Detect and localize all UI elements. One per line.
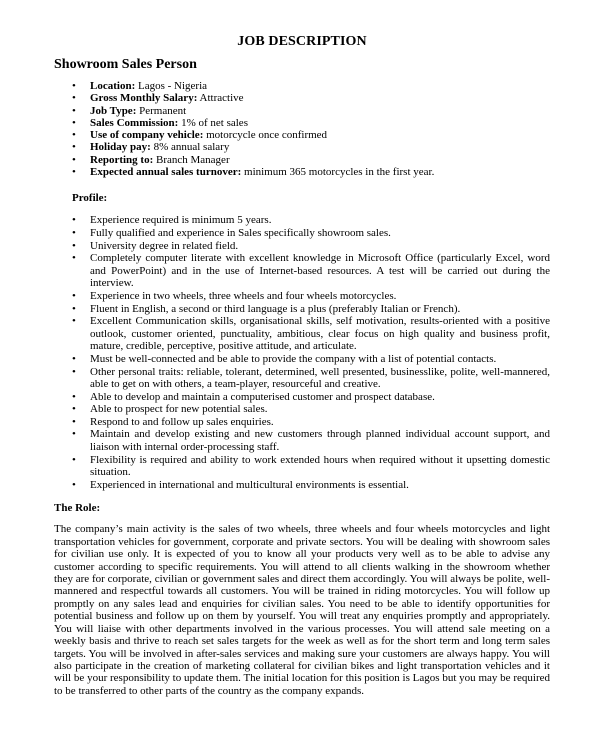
detail-salary: • Gross Monthly Salary: Attractive <box>54 92 550 104</box>
profile-item: • Maintain and develop existing and new customers through planned individual account support, and liaison with internal order-processing staff. <box>54 428 550 453</box>
detail-vehicle: • Use of company vehicle: motorcycle once confirmed <box>54 129 550 141</box>
detail-label: Location <box>90 80 132 92</box>
detail-label: Holiday pay <box>90 141 148 154</box>
profile-list <box>54 214 550 491</box>
profile-item: • Excellent Communication skills, organisational skills, self motivation, results-oriented with a positive outlook, customer oriented, punctuality, ambitious, clear focus on high quality and business profit, mature, credible, perceptive, positive attitude, and articulate. <box>54 315 550 353</box>
detail-commission: • Sales Commission: 1% of net sales <box>54 117 550 129</box>
profile-item: • Must be well-connected and be able to provide the company with a list of potential contacts. <box>54 353 550 366</box>
role-paragraph: The company’s main activity is the sales of two wheels, three wheels and four wheels motorcycles and light transportation vehicles for government, corporate and private sectors. You will be dealing with showroom sales for civilian use only. It is expected of you to know all your products very well as to be able to advise any customer according to specific requirements. You will attend to all clients walking in the showroom whether they are for corporate, civilian or government sales and direct them accordingly. You will always be polite, well-mannered and respectful towards all customers. You will be trained in riding motorcycles. You will follow up promptly on any sales lead and enquiries for civilian sales. You need to be able to identify opportunities for potential business and follow up on them by yourself. You will treat any enquiries promptly and appropriately. You will liaise with other departments involved in the various processes. You will attend sale meeting on a weekly basis and thrive to reach set sales targets for the week as well as for the short term and long term sales targets. You will be involved in after-sales services and making sure your customers are always happy. You will also participate in the creation of marketing collateral for civilian bikes and light transportation vehicles and it will be your responsibility to update them. The initial location for this position is Lagos but you may be required to be transferred to other parts of the country as the company expands. <box>54 523 550 697</box>
job-details-list <box>54 80 550 178</box>
profile-item: • Experience required is minimum 5 years. <box>54 214 550 227</box>
detail-reporting: • Reporting to: Branch Manager <box>54 154 550 166</box>
profile-item: • Flexibility is required and ability to work extended hours when required without it upsetting domestic situation. <box>54 454 550 479</box>
detail-label: Use of company vehicle <box>90 129 200 142</box>
detail-location: • Location: Lagos - Nigeria <box>54 80 550 92</box>
detail-value: Attractive <box>199 92 244 105</box>
detail-label: Gross Monthly Salary <box>90 92 194 105</box>
detail-value: Permanent <box>139 104 187 117</box>
profile-item: • University degree in related field. <box>54 240 550 253</box>
profile-item: • Fully qualified and experience in Sales specifically showroom sales. <box>54 227 550 240</box>
profile-heading: Profile: <box>72 192 108 205</box>
detail-value: Lagos - Nigeria <box>137 80 208 92</box>
profile-item: • Completely computer literate with excellent knowledge in Microsoft Office (particularly Excel, word and PowerPoint) and in the use of Internet-based resources. A test will be carried out during the interview. <box>54 252 550 290</box>
profile-item: • Fluent in English, a second or third language is a plus (preferably Italian or French). <box>54 303 550 316</box>
profile-item: • Respond to and follow up sales enquiries. <box>54 416 550 429</box>
profile-item: • Able to develop and maintain a computerised customer and prospect database. <box>54 391 550 404</box>
profile-item: • Experience in two wheels, three wheels and four wheels motorcycles. <box>54 290 550 303</box>
profile-item: • Experienced in international and multicultural environments is essential. <box>54 479 550 492</box>
detail-label: Job Type <box>90 104 133 117</box>
detail-job-type: • Job Type: Permanent <box>54 105 550 117</box>
detail-value: motorcycle once confirmed <box>206 129 328 142</box>
profile-item: • Other personal traits: reliable, tolerant, determined, well presented, businesslike, polite, well-mannered, able to get on with others, a team-player, resourceful and creative. <box>54 366 550 391</box>
role-heading: The Role: <box>54 502 101 515</box>
detail-label: Sales Commission <box>90 116 175 129</box>
detail-value: 8% annual salary <box>153 141 230 154</box>
document-title: JOB DESCRIPTION <box>237 34 367 49</box>
profile-item: • Able to prospect for new potential sales. <box>54 403 550 416</box>
detail-value: 1% of net sales <box>181 116 248 129</box>
detail-value: Branch Manager <box>156 153 230 166</box>
job-title: Showroom Sales Person <box>54 57 197 72</box>
detail-label: Reporting to <box>90 153 150 166</box>
detail-value: minimum 365 motorcycles in the first year. <box>244 166 435 179</box>
detail-turnover: • Expected annual sales turnover: minimum 365 motorcycles in the first year. <box>54 166 550 178</box>
detail-label: Expected annual sales turnover <box>90 166 238 179</box>
detail-holiday-pay: • Holiday pay: 8% annual salary <box>54 141 550 153</box>
